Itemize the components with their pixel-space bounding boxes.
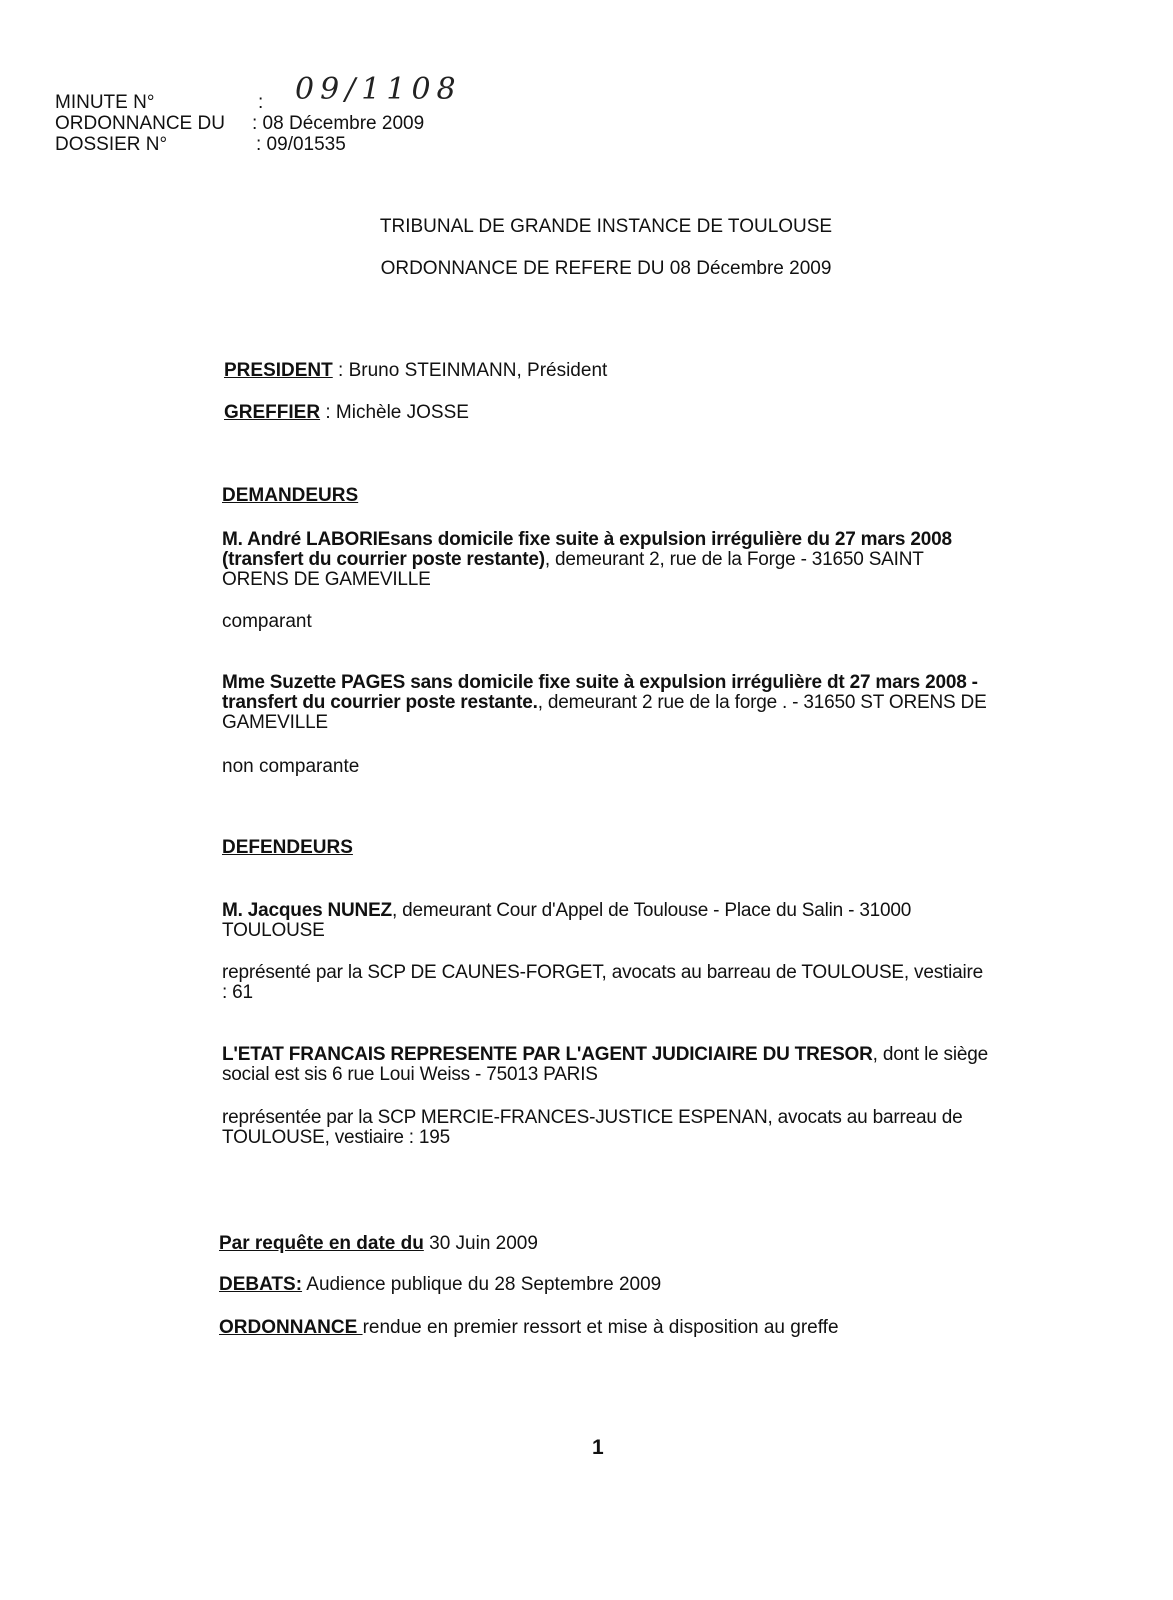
- greffier-line: [224, 402, 469, 424]
- ordonnance-rendue-value: rendue en premier ressort et mise à disposition au greffe: [362, 1317, 839, 1338]
- minute-colon: :: [258, 92, 264, 113]
- minute-label: MINUTE N°: [55, 92, 155, 113]
- dossier-number: : 09/01535: [256, 134, 346, 155]
- ordonnance-label: ORDONNANCE DU: [55, 113, 225, 134]
- defendeur-1: [222, 901, 990, 941]
- demandeur-2-status: non comparante: [222, 756, 360, 777]
- ordonnance-line: [219, 1317, 839, 1339]
- defendeur-2: [222, 1045, 990, 1085]
- demandeurs-heading: DEMANDEURS: [222, 485, 359, 506]
- dossier-label: DOSSIER N°: [55, 134, 168, 155]
- defendeur-1-representation: représenté par la SCP DE CAUNES-FORGET, avocats au barreau de TOULOUSE, vestiaire : 61: [222, 962, 984, 1003]
- demandeur-1-status: comparant: [222, 611, 312, 632]
- requete-label: Par requête en date du: [219, 1233, 424, 1254]
- president-value: : Bruno STEINMANN, Président: [332, 360, 608, 381]
- requete-date: 30 Juin 2009: [423, 1233, 538, 1254]
- requete-line: [219, 1233, 538, 1255]
- demandeur-1: [222, 530, 990, 590]
- debats-line: [219, 1274, 661, 1296]
- debats-value: Audience publique du 28 Septembre 2009: [302, 1274, 662, 1295]
- defendeurs-heading: DEFENDEURS: [222, 837, 353, 858]
- demandeur-1-address: , demeurant 2, rue de la Forge - 31650 SAINT ORENS DE GAMEVILLE: [222, 549, 924, 590]
- defendeur-2-name: L'ETAT FRANCAIS REPRESENTE PAR L'AGENT JUDICIAIRE DU TRESOR: [222, 1044, 873, 1065]
- demandeur-2-name: Mme Suzette PAGES sans domicile fixe suite à expulsion irrégulière dt 27 mars 2008 - transfert du courrier poste restante.: [222, 672, 978, 713]
- president-label: PRESIDENT: [224, 360, 333, 381]
- greffier-label: GREFFIER: [224, 402, 321, 423]
- defendeur-1-address: , demeurant Cour d'Appel de Toulouse - Place du Salin - 31000 TOULOUSE: [222, 900, 912, 941]
- ordonnance-subtitle: ORDONNANCE DE REFERE DU 08 Décembre 2009: [380, 258, 832, 279]
- demandeur-2: [222, 673, 990, 733]
- defendeur-1-name: M. Jacques NUNEZ: [222, 900, 392, 921]
- page-number: 1: [592, 1436, 604, 1459]
- demandeur-2-address: , demeurant 2 rue de la forge . - 31650 ST ORENS DE GAMEVILLE: [222, 692, 987, 733]
- president-line: [224, 360, 607, 382]
- defendeur-2-representation: représentée par la SCP MERCIE-FRANCES-JUSTICE ESPENAN, avocats au barreau de TOULOUSE, vestiaire : 195: [222, 1107, 963, 1148]
- defendeur-2-address: , dont le siège social est sis 6 rue Loui Weiss - 75013 PARIS: [222, 1044, 988, 1085]
- demandeur-1-name: M. André LABORIEsans domicile fixe suite à expulsion irrégulière du 27 mars 2008 (transfert du courrier poste restante): [222, 529, 952, 570]
- minute-handwritten-value: 09/1108: [295, 72, 462, 107]
- greffier-value: : Michèle JOSSE: [320, 402, 469, 423]
- court-title: TRIBUNAL DE GRANDE INSTANCE DE TOULOUSE: [379, 216, 833, 237]
- ordonnance-date: : 08 Décembre 2009: [252, 113, 425, 134]
- ordonnance-rendue-label: ORDONNANCE: [219, 1317, 363, 1338]
- debats-label: DEBATS:: [219, 1274, 303, 1295]
